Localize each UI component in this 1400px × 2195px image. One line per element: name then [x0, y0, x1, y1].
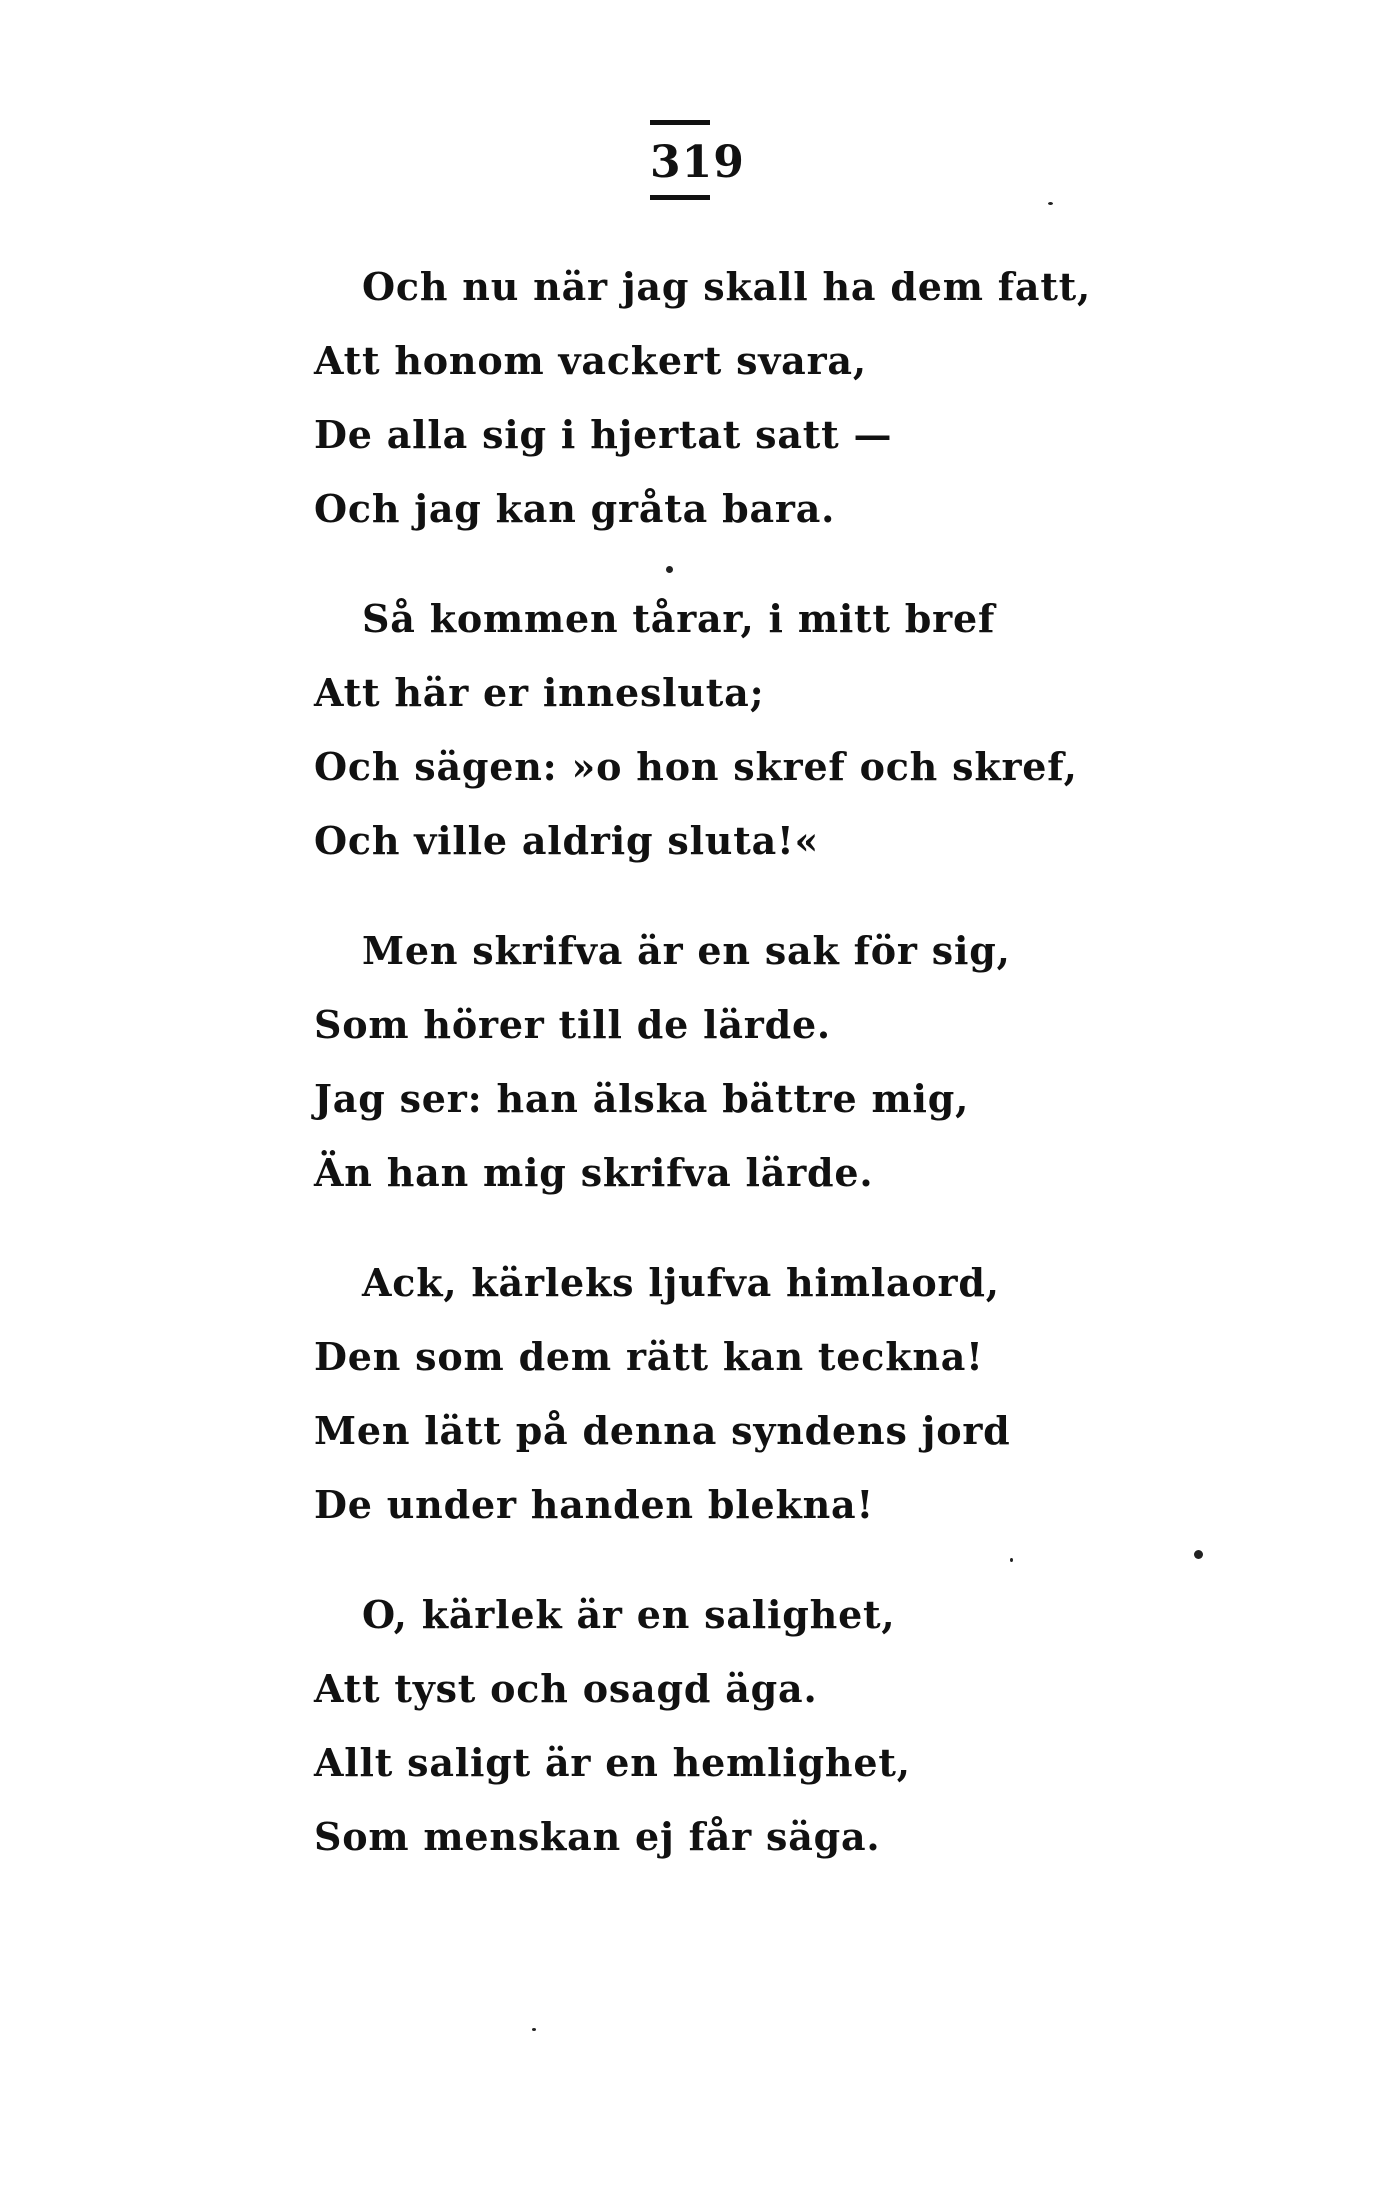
scan-speck: [1010, 1558, 1013, 1562]
poem-line: O, kärlek är en salighet,: [362, 1592, 896, 1637]
scan-speck: [666, 566, 673, 573]
poem-line: Ack, kärleks ljufva himlaord,: [362, 1260, 1000, 1305]
poem-line: Att honom vackert svara,: [314, 338, 867, 383]
poem-line: Allt saligt är en hemlighet,: [314, 1740, 911, 1785]
poem-line: De under handen blekna!: [314, 1482, 874, 1527]
poem-line: Men skrifva är en sak för sig,: [362, 928, 1011, 973]
poem-line: Och sägen: »o hon skref och skref,: [314, 744, 1078, 789]
poem-line: Som menskan ej får säga.: [314, 1814, 881, 1859]
stanza-4: [314, 1246, 1074, 1542]
scan-speck: [1194, 1550, 1203, 1559]
stanza-3: [314, 914, 1074, 1210]
page-number: 319: [650, 120, 710, 200]
poem-line: Som hörer till de lärde.: [314, 1002, 831, 1047]
poem-line: De alla sig i hjertat satt —: [314, 412, 893, 457]
scan-speck: [1048, 202, 1053, 205]
stanza-5: [314, 1578, 1074, 1874]
poem-line: Och jag kan gråta bara.: [314, 486, 836, 531]
stanza-1: [314, 250, 1092, 546]
poem-line: Den som dem rätt kan teckna!: [314, 1334, 984, 1379]
poem-line: Men lätt på denna syndens jord: [314, 1408, 1011, 1453]
poem-line: Så kommen tårar, i mitt bref: [362, 596, 996, 641]
poem-line: Och ville aldrig sluta!«: [314, 818, 820, 863]
poem: [314, 250, 1092, 1910]
poem-line: Än han mig skrifva lärde.: [314, 1150, 874, 1195]
scan-speck: [532, 2028, 536, 2031]
poem-line: Och nu när jag skall ha dem fatt,: [362, 264, 1092, 309]
poem-line: Att tyst och osagd äga.: [314, 1666, 818, 1711]
poem-line: Jag ser: han älska bättre mig,: [314, 1076, 970, 1121]
page-number-block: [620, 120, 745, 200]
stanza-2: [314, 582, 1078, 878]
poem-line: Att här er innesluta;: [314, 670, 765, 715]
